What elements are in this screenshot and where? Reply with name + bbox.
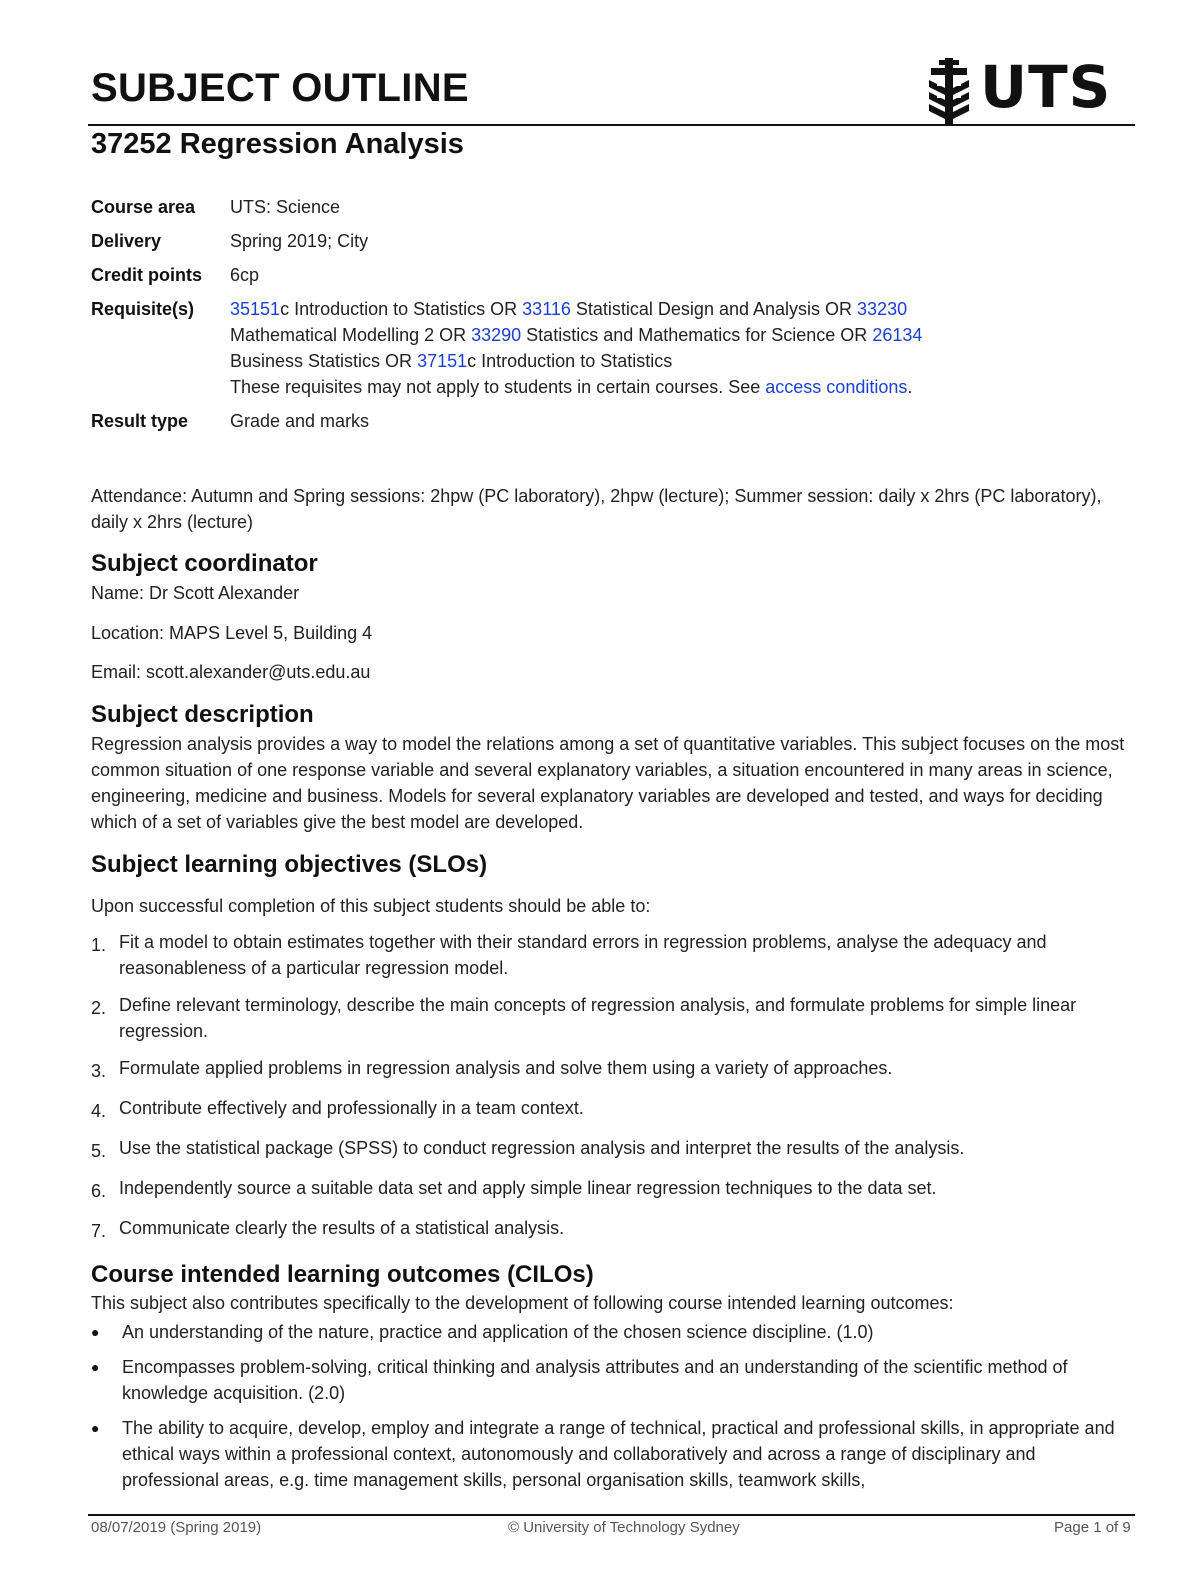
course-area-value: UTS: Science — [230, 197, 341, 217]
requisite-link-37151[interactable]: 37151 — [417, 351, 468, 371]
coordinator-location: Location: MAPS Level 5, Building 4 — [91, 623, 373, 643]
requisite-note-end: . — [907, 377, 913, 397]
cilos-list — [91, 1319, 1136, 1502]
footer-copyright: © University of Technology Sydney — [508, 1519, 740, 1536]
slo-item: 1. Fit a model to obtain estimates together with their standard errors in regression problems, analyse the adequacy and reasonableness of a particular regression model. — [91, 932, 1047, 978]
slo-item: 3. Formulate applied problems in regression analysis and solve them using a variety of approaches. — [91, 1058, 893, 1081]
credit-points-row — [91, 262, 951, 288]
bullet-icon: ● — [91, 1324, 100, 1340]
requisites-value — [230, 296, 951, 400]
requisite-text: c Introduction to Statistics — [467, 351, 673, 371]
subject-details — [91, 194, 951, 442]
requisite-text: Business Statistics OR — [230, 351, 418, 371]
requisites-row — [91, 296, 951, 400]
requisite-text: c Introduction to Statistics OR — [280, 299, 523, 319]
requisites-label: Requisite(s) — [91, 299, 195, 319]
header-divider — [88, 124, 1135, 126]
result-type-row — [91, 408, 951, 434]
description-text: Regression analysis provides a way to model the relations among a set of quantitative variables. This subject focuses on the most common situation of one response variable and several explanatory variables, a situation encountered in many areas in science, engineering, medicine and business. Models for several explanatory variables are developed and tested, and ways for deciding which of a set of variables give the best model are developed. — [91, 734, 1125, 832]
requisite-text: Mathematical Modelling 2 OR — [230, 325, 472, 345]
delivery-value: Spring 2019; City — [230, 231, 369, 251]
requisite-link-33290[interactable]: 33290 — [471, 325, 522, 345]
cilo-item: ● An understanding of the nature, practice and application of the chosen science discipline. (1.0) — [91, 1319, 1136, 1345]
bullet-icon: ● — [91, 1420, 100, 1436]
footer-date: 08/07/2019 (Spring 2019) — [91, 1519, 262, 1536]
requisite-text: Statistical Design and Analysis OR — [570, 299, 858, 319]
coordinator-email: Email: scott.alexander@uts.edu.au — [91, 662, 371, 682]
document-title: SUBJECT OUTLINE — [91, 66, 469, 110]
slo-item: 6. Independently source a suitable data set and apply simple linear regression techniques to the data set. — [91, 1178, 937, 1201]
requisite-link-35151[interactable]: 35151 — [230, 299, 281, 319]
course-area-label: Course area — [91, 197, 196, 217]
slo-item: 2. Define relevant terminology, describe the main concepts of regression analysis, and formulate problems for simple linear regression. — [91, 995, 1077, 1041]
course-area-row — [91, 194, 951, 220]
credit-points-value: 6cp — [230, 265, 260, 285]
description-heading: Subject description — [91, 701, 314, 728]
uts-crest-icon — [925, 58, 973, 124]
slos-intro: Upon successful completion of this subject students should be able to: — [91, 896, 651, 916]
delivery-row — [91, 228, 951, 254]
bullet-icon: ● — [91, 1359, 100, 1375]
coordinator-heading: Subject coordinator — [91, 550, 318, 577]
access-conditions-link[interactable]: access conditions — [765, 377, 908, 397]
cilo-item: ● Encompasses problem-solving, critical thinking and analysis attributes and an understanding of the scientific method of knowledge acquisition. (2.0) — [91, 1354, 1136, 1406]
requisite-text: Statistics and Mathematics for Science OR — [521, 325, 873, 345]
result-type-label: Result type — [91, 411, 189, 431]
cilos-intro: This subject also contributes specifically to the development of following course intended learning outcomes: — [91, 1293, 954, 1313]
cilos-heading: Course intended learning outcomes (CILOs) — [91, 1261, 594, 1288]
uts-logo — [925, 53, 1112, 124]
cilo-item: ● The ability to acquire, develop, employ and integrate a range of technical, practical and professional skills, in appropriate and ethical ways within a professional context, autonomously and collaboratively and across a range of disciplinary and professional areas, e.g. time management skills, personal organisation skills, teamwork skills, — [91, 1415, 1136, 1493]
subject-title: 37252 Regression Analysis — [91, 128, 464, 160]
coordinator-name: Name: Dr Scott Alexander — [91, 583, 300, 603]
credit-points-label: Credit points — [91, 265, 202, 285]
slo-item: 7. Communicate clearly the results of a statistical analysis. — [91, 1218, 565, 1241]
requisite-link-33230[interactable]: 33230 — [857, 299, 908, 319]
requisite-link-33116[interactable]: 33116 — [522, 299, 571, 319]
slo-item: 4. Contribute effectively and professionally in a team context. — [91, 1098, 584, 1121]
requisite-note: These requisites may not apply to students in certain courses. See — [230, 377, 766, 397]
requisite-link-26134[interactable]: 26134 — [872, 325, 923, 345]
attendance-text: Attendance: Autumn and Spring sessions: 2hpw (PC laboratory), 2hpw (lecture); Summer session: daily x 2hrs (PC laboratory), daily x 2hrs (lecture) — [91, 486, 1102, 532]
uts-logo-text: UTS — [980, 53, 1112, 121]
result-type-value: Grade and marks — [230, 411, 370, 431]
delivery-label: Delivery — [91, 231, 162, 251]
footer-page-number: Page 1 of 9 — [1054, 1519, 1131, 1536]
slos-list — [91, 929, 1131, 1255]
slos-heading: Subject learning objectives (SLOs) — [91, 851, 488, 878]
slo-item: 5. Use the statistical package (SPSS) to conduct regression analysis and interpret the results of the analysis. — [91, 1138, 965, 1161]
footer-divider — [88, 1514, 1135, 1516]
